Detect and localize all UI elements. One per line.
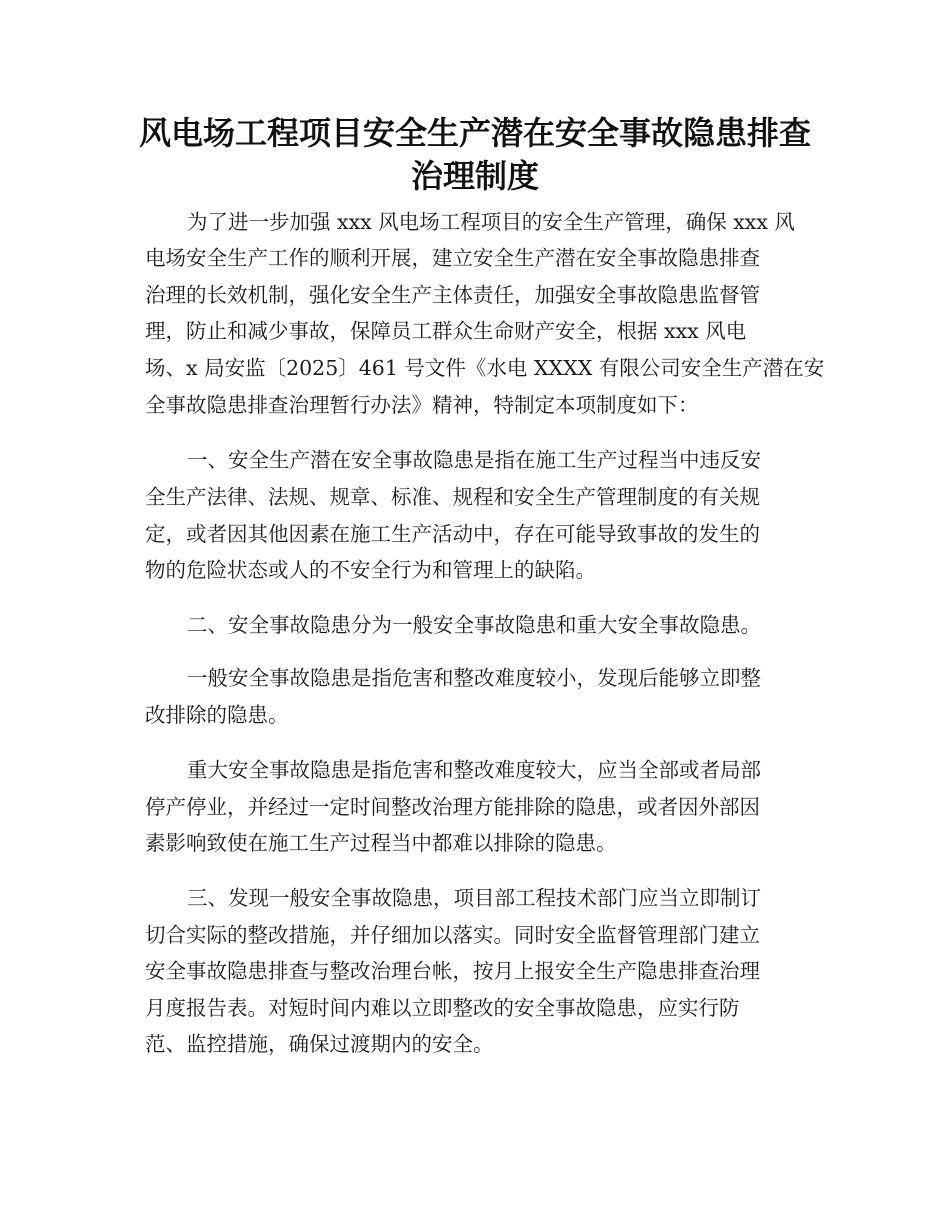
paragraph-line: 停产停业，并经过一定时间整改治理方能排除的隐患，或者因外部因: [145, 795, 760, 819]
document-title-line-1: 风电场工程项目安全生产潜在安全事故隐患排查: [138, 114, 811, 152]
paragraph-line: 改排除的隐患。: [145, 703, 289, 727]
paragraph-line: 为了进一步加强 xxx 风电场工程项目的安全生产管理，确保 xxx 风: [187, 210, 795, 234]
paragraph-line: 治理的长效机制，强化安全生产主体责任，加强安全事故隐患监督管: [145, 283, 760, 307]
paragraph-line: 月度报告表。对短时间内难以立即整改的安全事故隐患，应实行防: [145, 996, 740, 1020]
paragraph-line: 三、发现一般安全事故隐患，项目部工程技术部门应当立即制订: [187, 886, 761, 910]
paragraph-line: 素影响致使在施工生产过程当中都难以排除的隐患。: [145, 831, 617, 855]
document-title-line-2: 治理制度: [410, 157, 539, 195]
paragraph-line: 物的危险状态或人的不安全行为和管理上的缺陷。: [145, 558, 596, 582]
paragraph-line: 电场安全生产工作的顺利开展，建立安全生产潜在安全事故隐患排查: [145, 246, 760, 270]
paragraph-line: 理，防止和减少事故，保障员工群众生命财产安全，根据 xxx 风电: [145, 319, 747, 343]
paragraph-line: 切合实际的整改措施，并仔细加以落实。同时安全监督管理部门建立: [145, 923, 760, 947]
paragraph-line: 重大安全事故隐患是指危害和整改难度较大，应当全部或者局部: [187, 758, 761, 782]
paragraph-line: 一般安全事故隐患是指危害和整改难度较小，发现后能够立即整: [187, 666, 761, 690]
paragraph-line: 全事故隐患排查治理暂行办法》精神，特制定本项制度如下：: [145, 393, 699, 417]
paragraph-line: 范、监控措施，确保过渡期内的安全。: [145, 1032, 494, 1056]
paragraph-line: 安全事故隐患排查与整改治理台帐，按月上报安全生产隐患排查治理: [145, 959, 760, 983]
paragraph-line: 二、安全事故隐患分为一般安全事故隐患和重大安全事故隐患。: [187, 613, 761, 637]
paragraph-line: 场、x 局安监〔2025〕461 号文件《水电 XXXX 有限公司安全生产潜在安: [145, 356, 825, 380]
paragraph-line: 一、安全生产潜在安全事故隐患是指在施工生产过程当中违反安: [187, 448, 761, 472]
paragraph-line: 全生产法律、法规、规章、标准、规程和安全生产管理制度的有关规: [145, 485, 760, 509]
paragraph-line: 定，或者因其他因素在施工生产活动中，存在可能导致事故的发生的: [145, 522, 760, 546]
